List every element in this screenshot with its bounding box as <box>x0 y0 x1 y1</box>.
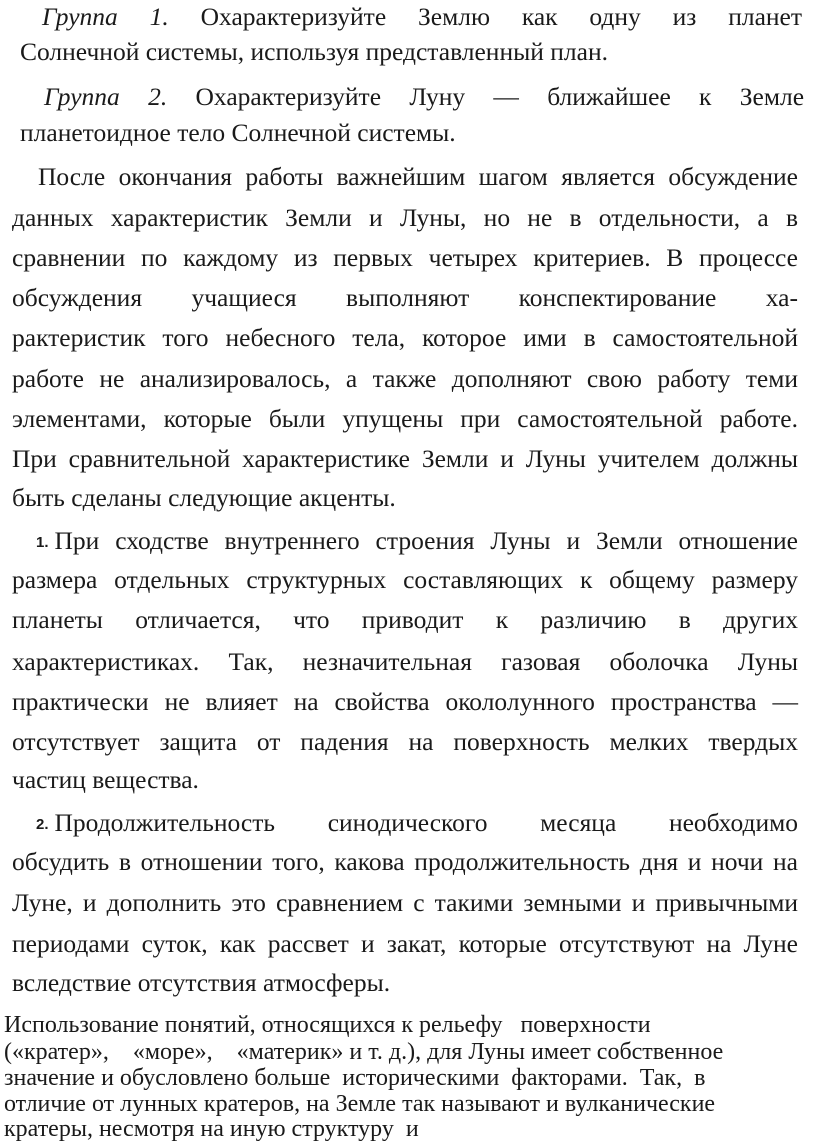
point1-text: При сходстве внутреннего строения Луны и Земли отношение <box>54 526 798 555</box>
point1-line: характеристиках. Так, незначительная газовая оболочка Луны <box>12 647 798 676</box>
relief-line: кратеры, несмотря на иную структуру и <box>4 1116 419 1142</box>
discussion-line: обсуждения учащиеся выполняют конспектирование ха- <box>12 283 798 312</box>
point2-line: периодами суток, как рассвет и закат, которые отсутствуют на Луне <box>12 929 798 958</box>
group2-continuation: планетоидное тело Солнечной системы. <box>20 118 456 147</box>
group1-continuation: Солнечной системы, используя представленный план. <box>20 37 608 66</box>
point1-number: 1. <box>36 534 49 551</box>
relief-line: («кратер», «море», «материк» и т. д.), для Луны имеет собственное <box>4 1039 724 1065</box>
relief-line: значение и обусловлено больше историческими факторами. Так, в <box>4 1065 706 1091</box>
relief-line: Использование понятий, относящихся к рельефу поверхности <box>4 1012 651 1038</box>
point1-line: размера отдельных структурных составляющих к общему размеру <box>12 565 798 594</box>
discussion-line: рактеристик того небесного тела, которое ими в самостоятельной <box>12 323 798 352</box>
group2-text: Охарактеризуйте Луну — ближайшее к Земле <box>195 82 805 111</box>
point2-first-line <box>36 808 798 840</box>
discussion-line: данных характеристик Земли и Луны, но не в отдельности, а в <box>12 203 798 232</box>
group1-text: Охарактеризуйте Землю как одну из планет <box>200 2 803 31</box>
discussion-line: быть сделаны следующие акценты. <box>12 483 396 512</box>
point1-line: планеты отличается, что приводит к различию в других <box>12 605 798 634</box>
point2-number: 2. <box>36 816 49 833</box>
point2-text: Продолжительность синодического месяца необходимо <box>54 808 798 837</box>
point1-first-line <box>36 526 798 558</box>
group2-line <box>44 82 804 112</box>
group1-line <box>42 2 802 32</box>
group1-label: Группа 1. <box>42 2 169 31</box>
group2-label: Группа 2. <box>44 82 168 111</box>
point2-line: обсудить в отношении того, какова продолжительность дня и ночи на <box>12 847 798 876</box>
point1-line: отсутствует защита от падения на поверхность мелких твердых <box>12 727 798 756</box>
discussion-line: При сравнительной характеристике Земли и Луны учителем должны <box>12 444 798 473</box>
point2-line: Луне, и дополнить это сравнением с такими земными и привычными <box>12 888 798 917</box>
discussion-line: работе не анализировалось, а также дополняют свою работу теми <box>12 364 798 393</box>
discussion-line: сравнении по каждому из первых четырех критериев. В процессе <box>12 243 798 272</box>
discussion-line: элементами, которые были упущены при самостоятельной работе. <box>12 404 798 433</box>
point1-line: частиц вещества. <box>12 765 199 794</box>
point1-line: практически не влияет на свойства окололунного пространства — <box>12 687 798 716</box>
relief-line: отличие от лунных кратеров, на Земле так называют и вулканические <box>4 1091 716 1117</box>
point2-line: вследствие отсутствия атмосферы. <box>12 968 391 997</box>
discussion-line: После окончания работы важнейшим шагом является обсуждение <box>38 162 798 191</box>
